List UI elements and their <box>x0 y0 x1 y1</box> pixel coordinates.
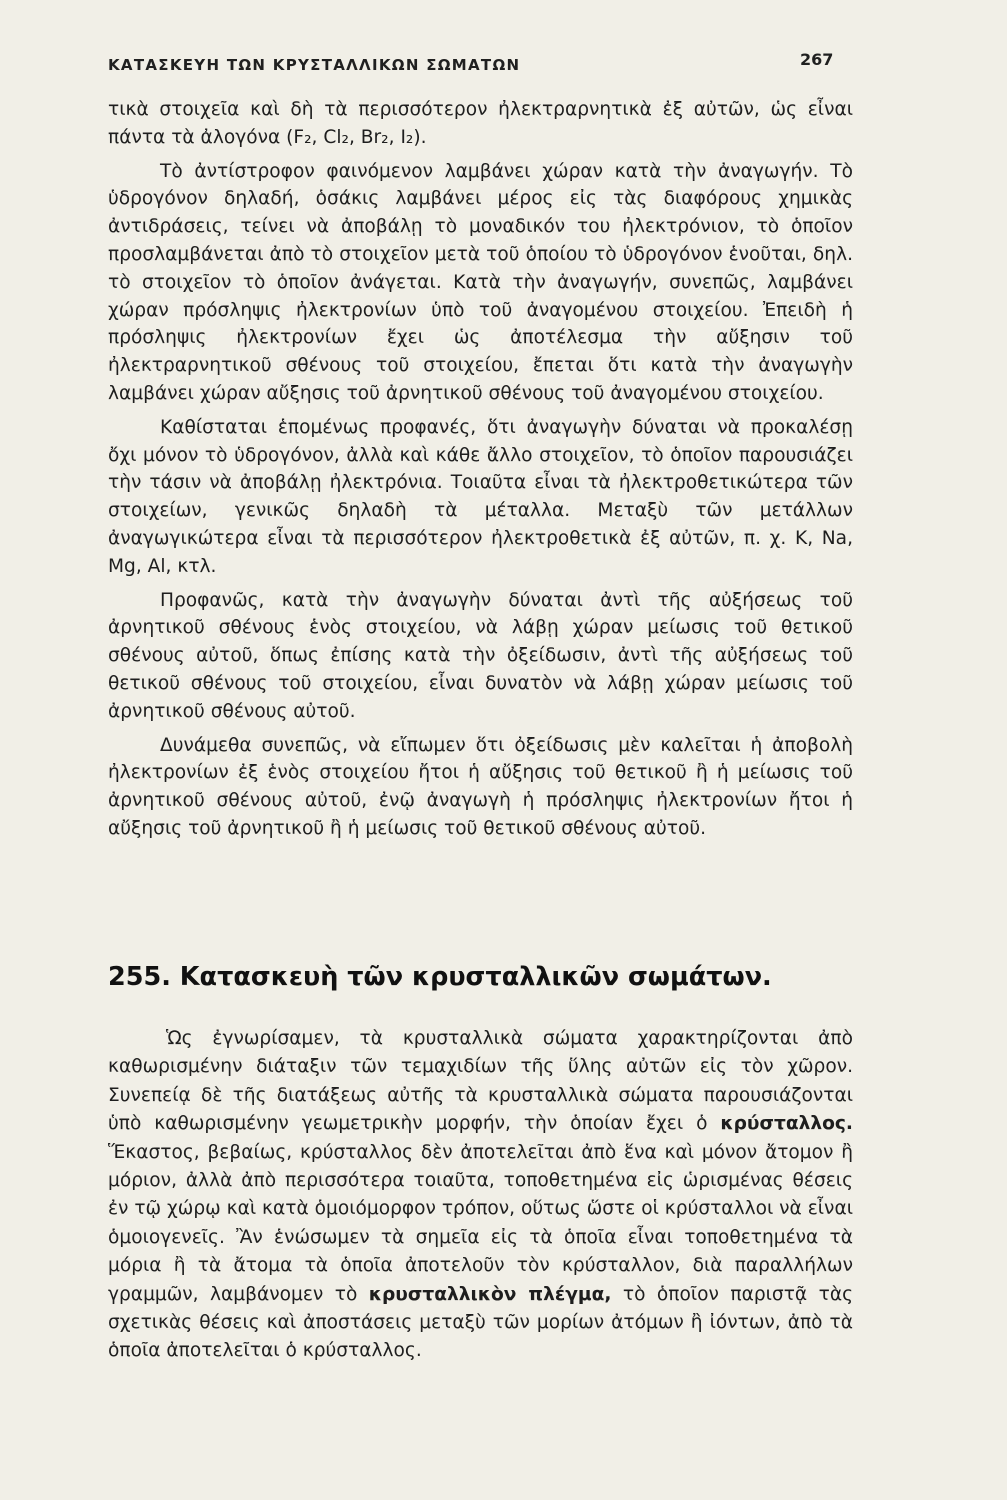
paragraph-reducing-agents: Καθίσταται ἑπομένως προφανές, ὅτι ἀναγωγὴν δύναται νὰ προκαλέσῃ ὄχι μόνον τὸ ὑδρογόνον, ἀλλὰ καὶ κάθε ἄλλο στοιχεῖον, τὸ ὁποῖον παρουσιάζει τὴν τάσιν νὰ ἀποβάλῃ ἠλεκτρόνια. Τοιαῦτα εἶναι τὰ ἠλεκτροθετικώτερα τῶν στοιχείων, γενικῶς δηλαδὴ τὰ μέταλλα. Μεταξὺ τῶν μετάλλων ἀναγωγικώτερα εἶναι τὰ περισσότερον ἠλεκτροθετικὰ ἐξ αὐτῶν, π. χ. K, Na, Mg, Al, κτλ. <box>108 416 853 577</box>
paragraph-crystals <box>108 1025 853 1366</box>
running-head: ΚΑΤΑΣΚΕΥΗ ΤΩΝ ΚΡΥΣΤΑΛΛΙΚΩΝ ΣΩΜΑΤΩΝ <box>108 56 521 74</box>
text-run: Ὡς ἐγνωρίσαμεν, τὰ κρυσταλλικὰ σώματα χαρακτηρίζονται ἀπὸ καθωρισμένην διάταξιν τῶν τεμαχιδίων τῆς ὕλης αὐτῶν εἰς τὸν χῶρον. Συνεπείᾳ δὲ τῆς διατάξεως αὐτῆς τὰ κρυσταλλικὰ σώματα παρουσιάζονται ὑπὸ καθωρισμένην γεωμετρικὴν μορφήν, τὴν ὁποίαν ἔχει ὁ <box>108 1028 853 1135</box>
paragraph-valence-change: Προφανῶς, κατὰ τὴν ἀναγωγὴν δύναται ἀντὶ τῆς αὐξήσεως τοῦ ἀρνητικοῦ σθένους ἑνὸς στοιχείου, νὰ λάβῃ χώραν μείωσις τοῦ θετικοῦ σθένους αὐτοῦ, ὅπως ἐπίσης κατὰ τὴν ὀξείδωσιν, ἀντὶ τῆς αὐξήσεως τοῦ θετικοῦ σθένους τοῦ στοιχείου, εἶναι δυνατὸν νὰ λάβῃ χώραν μείωσις τοῦ ἀρνητικοῦ σθένους αὐτοῦ. <box>108 589 853 722</box>
term-crystal-lattice: κρυσταλλικὸν πλέγμα, <box>368 1283 612 1305</box>
page-number: 267 <box>800 50 834 69</box>
text-run: τὸ ὁποῖον παριστᾷ τὰς σχετικὰς θέσεις καὶ ἀποστάσεις μεταξὺ τῶν μορίων ἀτόμων ἢ ἰόντων, ἀπὸ τὰ ὁποῖα ἀποτελεῖται ὁ κρύσταλλος. <box>108 1283 853 1362</box>
paragraph-continued: τικὰ στοιχεῖα καὶ δὴ τὰ περισσότερον ἠλεκτραρνητικὰ ἐξ αὐτῶν, ὡς εἶναι πάντα τὰ ἀλογόνα (F₂, Cl₂, Br₂, I₂). <box>108 99 853 148</box>
section-body <box>108 1025 853 1366</box>
section-heading: 255. Κατασκευὴ τῶν κρυσταλλικῶν σωμάτων. <box>108 962 772 992</box>
term-crystal: κρύσταλλος. <box>720 1113 853 1135</box>
text-run: Ἕκαστος, βεβαίως, κρύσταλλος δὲν ἀποτελεῖται ἀπὸ ἕνα καὶ μόνον ἄτομον ἢ μόριον, ἀλλὰ ἀπὸ περισσότερα τοιαῦτα, τοποθετημένα εἰς ὡρισμένας θέσεις ἐν τῷ χώρῳ καὶ κατὰ ὁμοιόμορφον τρόπον, οὕτως ὥστε οἱ κρύσταλλοι νὰ εἶναι ὁμοιογενεῖς. Ἂν ἑνώσωμεν τὰ σημεῖα εἰς τὰ ὁποῖα εἶναι τοποθετημένα τὰ μόρια ἢ τὰ ἄτομα τὰ ὁποῖα ἀποτελοῦν τὸν κρύσταλλον, διὰ παραλλήλων γραμμῶν, λαμβάνομεν τὸ <box>108 1141 853 1305</box>
paragraph-definitions: Δυνάμεθα συνεπῶς, νὰ εἴπωμεν ὅτι ὀξείδωσις μὲν καλεῖται ἡ ἀποβολὴ ἠλεκτρονίων ἐξ ἑνὸς στοιχείου ἤτοι ἡ αὔξησις τοῦ θετικοῦ ἢ ἡ μείωσις τοῦ ἀρνητικοῦ σθένους αὐτοῦ, ἐνῷ ἀναγωγὴ ἡ πρόσληψις ἠλεκτρονίων ἤτοι ἡ αὔξησις τοῦ ἀρνητικοῦ ἢ ἡ μείωσις τοῦ θετικοῦ σθένους αὐτοῦ. <box>108 734 853 839</box>
paragraph-reduction: Τὸ ἀντίστροφον φαινόμενον λαμβάνει χώραν κατὰ τὴν ἀναγωγήν. Τὸ ὑδρογόνον δηλαδή, ὁσάκις λαμβάνει μέρος εἰς τὰς διαφόρους χημικὰς ἀντιδράσεις, τείνει νὰ ἀποβάλῃ τὸ μοναδικόν του ἠλεκτρόνιον, τὸ ὁποῖον προσλαμβάνεται ἀπὸ τὸ στοιχεῖον μετὰ τοῦ ὁποίου τὸ ὑδρογόνον ἑνοῦται, δηλ. τὸ στοιχεῖον τὸ ὁποῖον ἀνάγεται. Κατὰ τὴν ἀναγωγήν, συνεπῶς, λαμβάνει χώραν πρόσληψις ἠλεκτρονίων ὑπὸ τοῦ ἀναγομένου στοιχείου. Ἐπειδὴ ἡ πρόσληψις ἠλεκτρονίων ἔχει ὡς ἀποτέλεσμα τὴν αὔξησιν τοῦ ἠλεκτραρνητικοῦ σθένους τοῦ στοιχείου, ἔπεται ὅτι κατὰ τὴν ἀναγωγὴν λαμβάνει χώραν αὔξησις τοῦ ἀρνητικοῦ σθένους τοῦ ἀναγομένου στοιχείου. <box>108 160 853 404</box>
body-text <box>108 96 853 849</box>
